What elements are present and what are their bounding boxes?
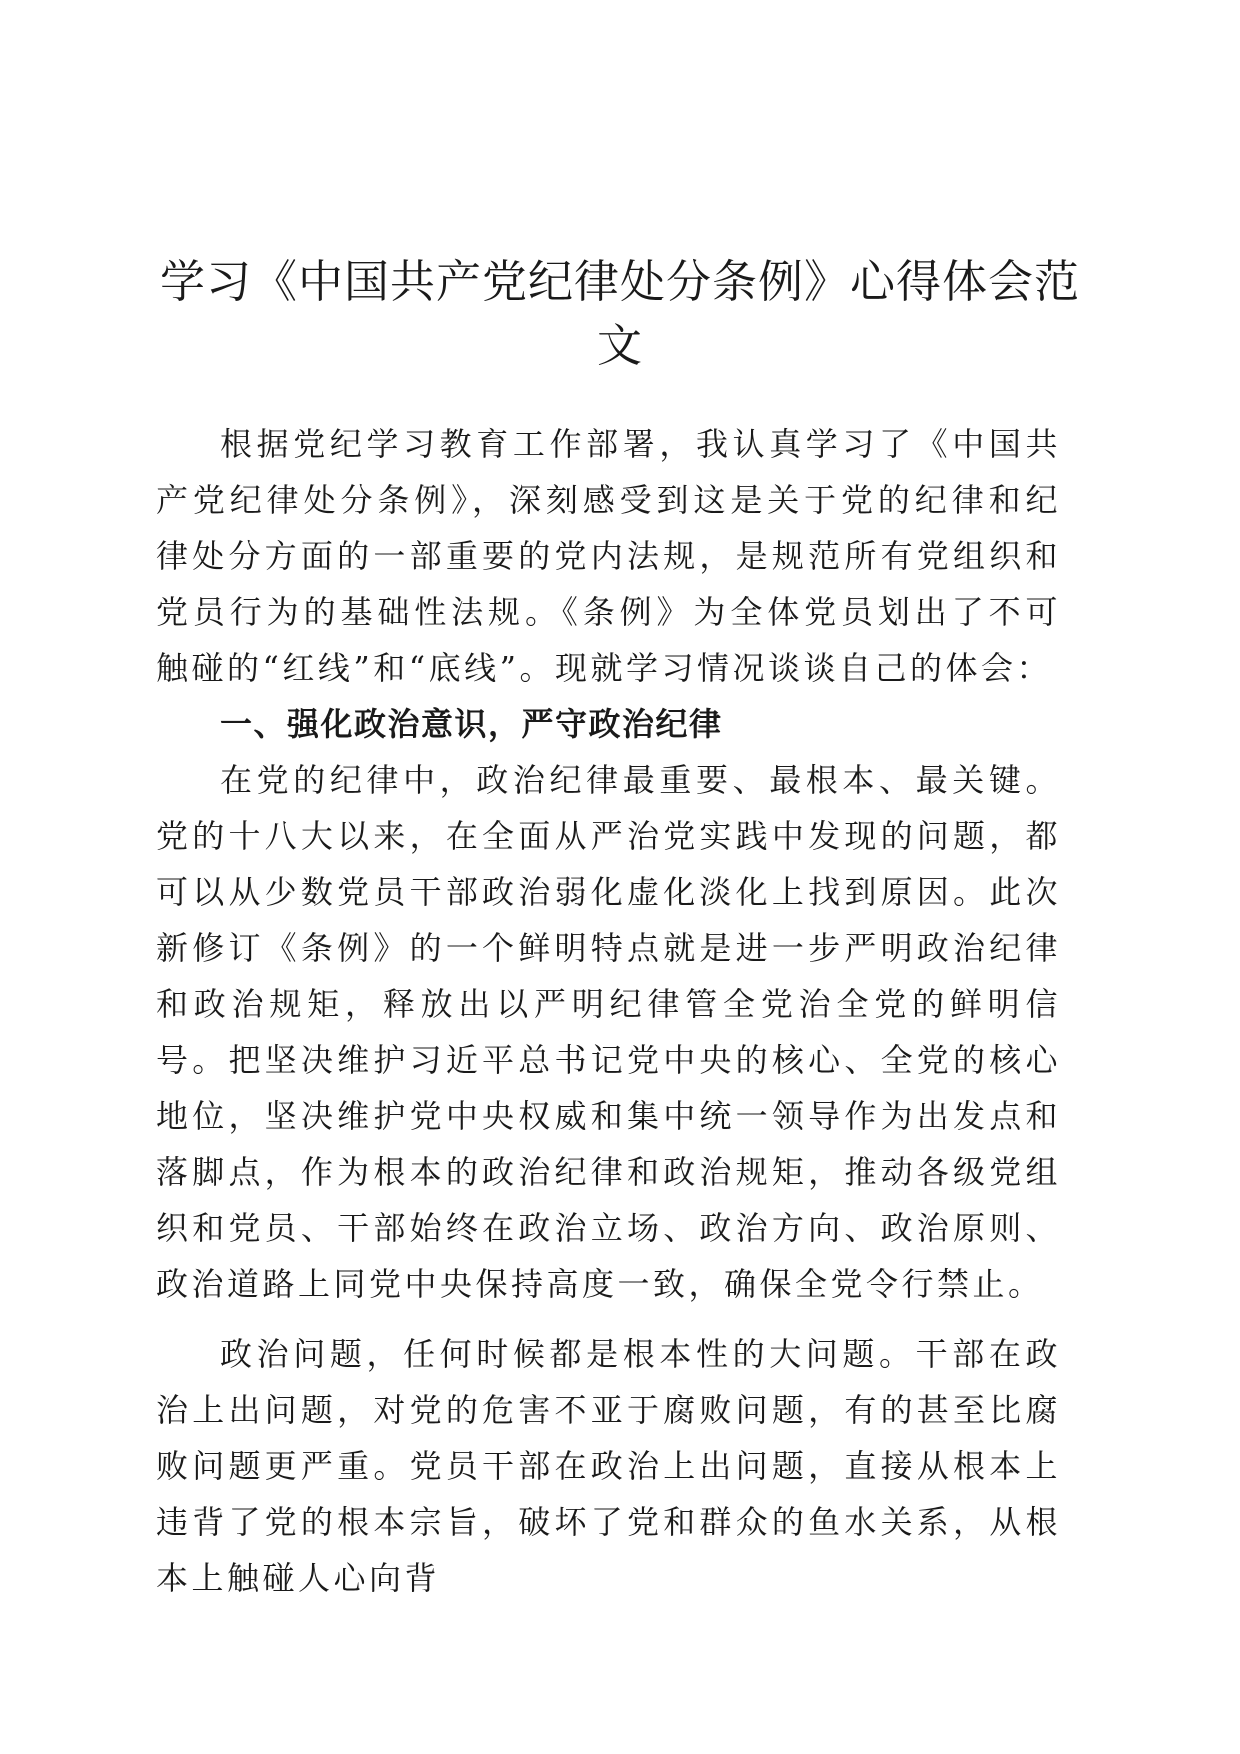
document-title: 学习《中国共产党纪律处分条例》心得体会范文 (159, 255, 1080, 372)
section-heading-1: 一、强化政治意识，严守政治纪律 (220, 705, 723, 743)
section-1-paragraph-2: 政治问题，任何时候都是根本性的大问题。干部在政治上出问题，对党的危害不亚于腐败问题，有的甚至比腐败问题更严重。党员干部在政治上出问题，直接从根本上违背了党的根本宗旨，破坏了党和群众的鱼水关系，从根本上触碰人心向背 (156, 1335, 1061, 1597)
intro-paragraph: 根据党纪学习教育工作部署，我认真学习了《中国共产党纪律处分条例》，深刻感受到这是关于党的纪律和纪律处分方面的一部重要的党内法规，是规范所有党组织和党员行为的基础性法规。《条例》为全体党员划出了不可触碰的“红线”和“底线”。现就学习情况谈谈自己的体会： (156, 425, 1061, 687)
document-body (156, 416, 1061, 1606)
section-1-paragraph-1: 在党的纪律中，政治纪律最重要、最根本、最关键。党的十八大以来，在全面从严治党实践中发现的问题，都可以从少数党员干部政治弱化虚化淡化上找到原因。此次新修订《条例》的一个鲜明特点就是进一步严明政治纪律和政治规矩，释放出以严明纪律管全党治全党的鲜明信号。把坚决维护习近平总书记党中央的核心、全党的核心地位，坚决维护党中央权威和集中统一领导作为出发点和落脚点，作为根本的政治纪律和政治规矩，推动各级党组织和党员、干部始终在政治立场、政治方向、政治原则、政治道路上同党中央保持高度一致，确保全党令行禁止。 (156, 761, 1061, 1303)
